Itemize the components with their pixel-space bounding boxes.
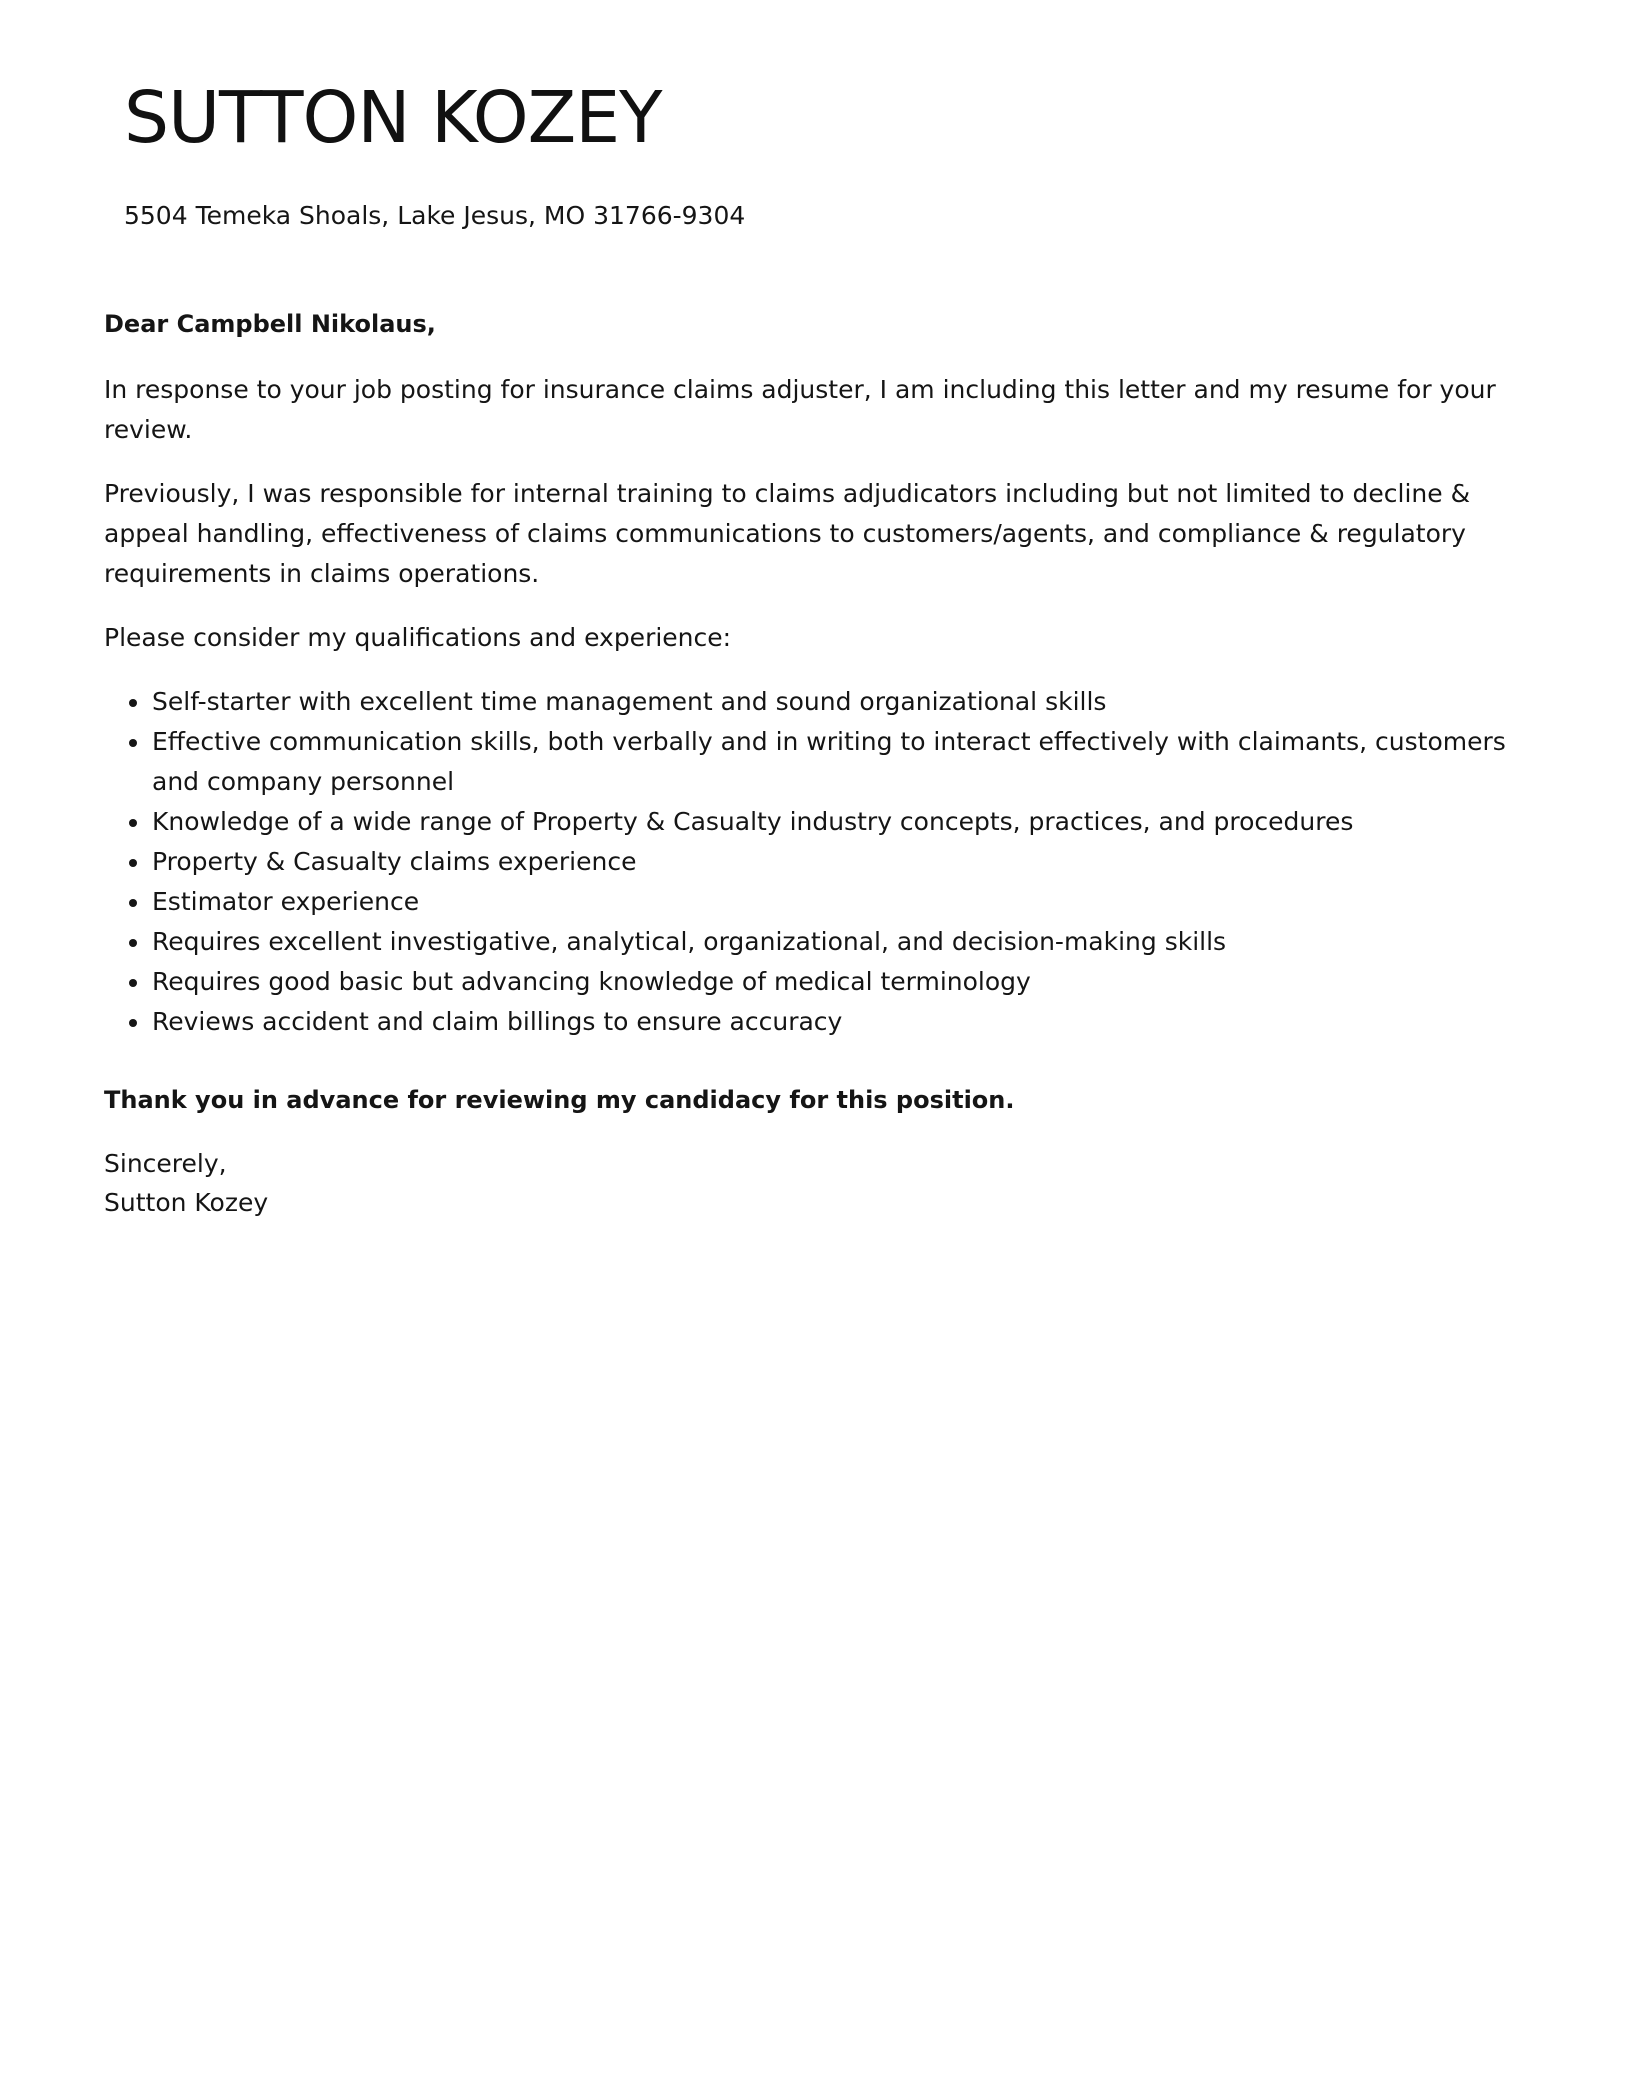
applicant-address: 5504 Temeka Shoals, Lake Jesus, MO 31766-9304 — [124, 201, 746, 230]
signoff — [104, 1144, 1524, 1222]
letter-header — [124, 72, 1524, 234]
list-item: Self-starter with excellent time management and sound organizational skills — [152, 682, 1524, 722]
letter-body — [104, 304, 1524, 1222]
salutation: Dear Campbell Nikolaus, — [104, 310, 436, 338]
applicant-name: SUTTON KOZEY — [124, 76, 662, 159]
list-item: Requires excellent investigative, analytical, organizational, and decision-making skills — [152, 922, 1524, 962]
list-item: Estimator experience — [152, 882, 1524, 922]
list-item: Reviews accident and claim billings to ensure accuracy — [152, 1002, 1524, 1042]
list-item: Effective communication skills, both verbally and in writing to interact effectively with claimants, customers and company personnel — [152, 722, 1524, 802]
qualifications-intro: Please consider my qualifications and experience: — [104, 623, 732, 652]
thank-you-line: Thank you in advance for reviewing my candidacy for this position. — [104, 1086, 1015, 1114]
intro-paragraph: In response to your job posting for insurance claims adjuster, I am including this letter and my resume for your review. — [104, 375, 1496, 444]
qualifications-list — [104, 682, 1524, 1042]
list-item: Requires good basic but advancing knowledge of medical terminology — [152, 962, 1524, 1002]
list-item: Property & Casualty claims experience — [152, 842, 1524, 882]
signature-name: Sutton Kozey — [104, 1188, 269, 1217]
experience-paragraph: Previously, I was responsible for internal training to claims adjudicators including but not limited to decline & appeal handling, effectiveness of claims communications to customers/agents, and compliance & regulatory requirements in claims operations. — [104, 479, 1471, 588]
list-item: Knowledge of a wide range of Property & Casualty industry concepts, practices, and procedures — [152, 802, 1524, 842]
closing-word: Sincerely, — [104, 1149, 227, 1178]
